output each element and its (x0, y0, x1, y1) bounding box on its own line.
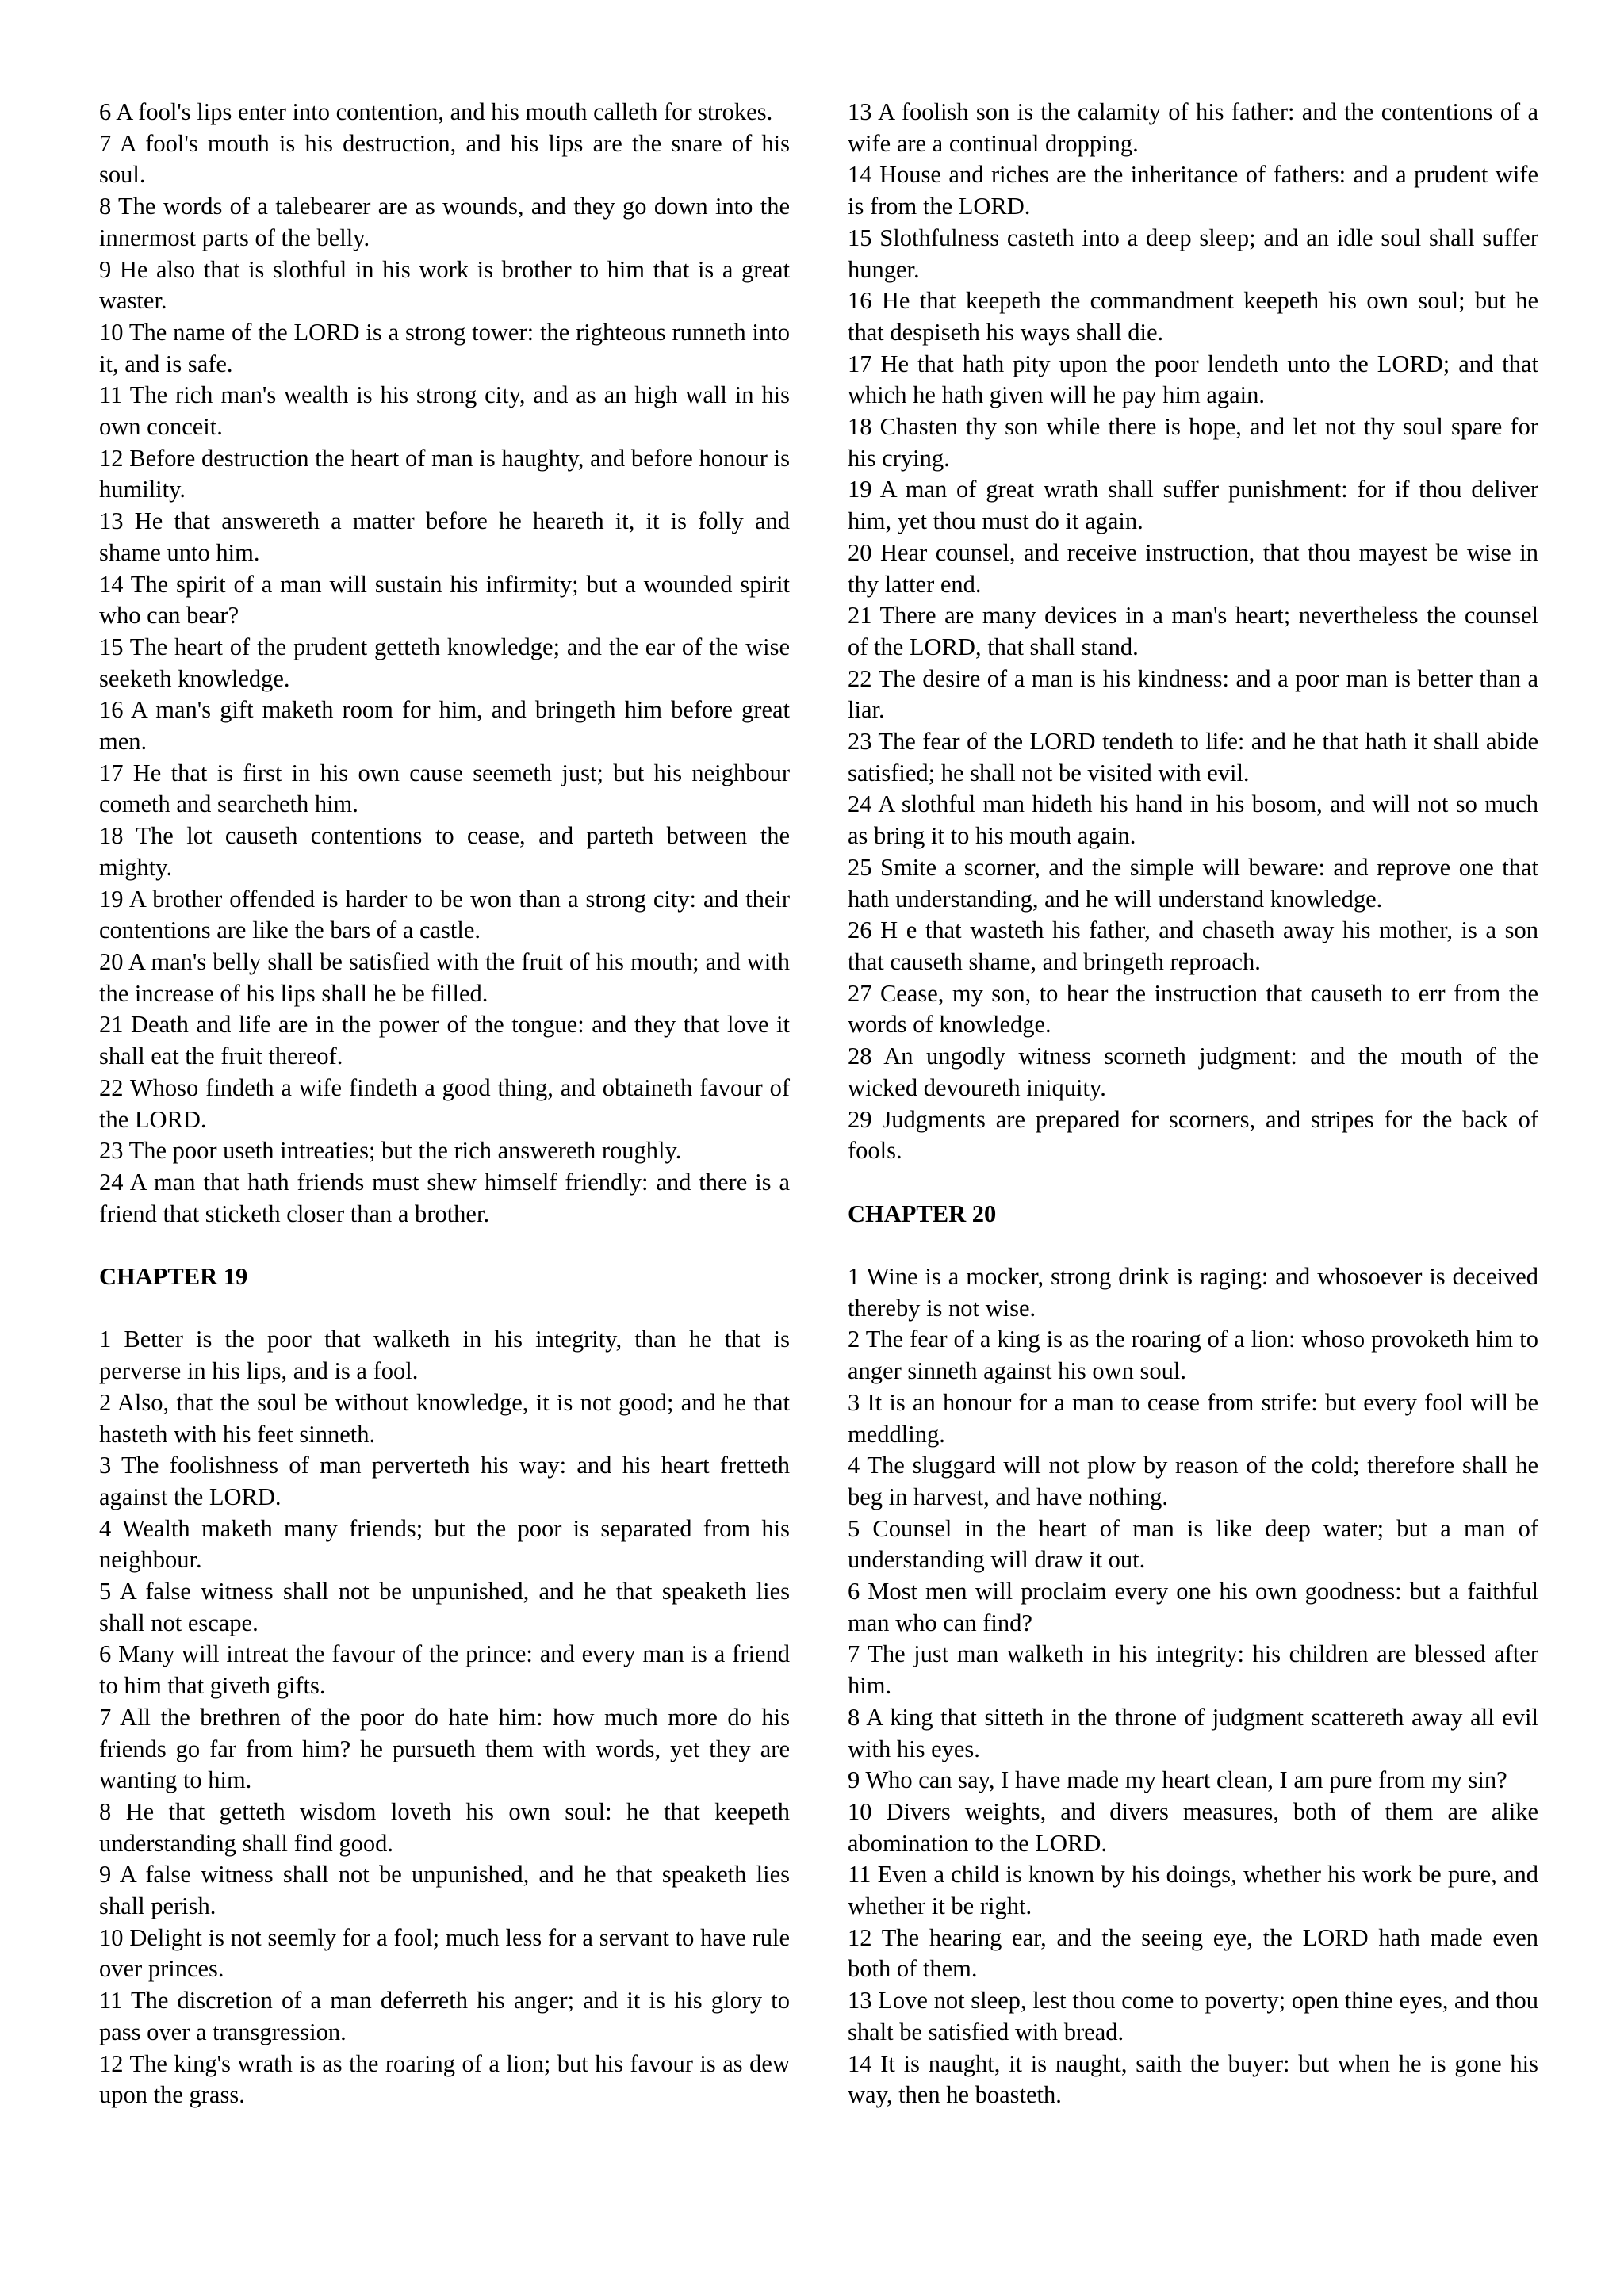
verse: 6 A fool's lips enter into contention, and his mouth calleth for strokes. (99, 98, 773, 125)
verse: 12 The king's wrath is as the roaring of a lion; but his favour is as dew upon the grass. (99, 2049, 790, 2109)
verse: 3 The foolishness of man perverteth his way: and his heart fretteth against the LORD. (99, 1452, 790, 1510)
verse: 11 The discretion of a man deferreth his anger; and it is his glory to pass over a transgression. (99, 1987, 790, 2045)
verse: 1 Better is the poor that walketh in his integrity, than he that is perverse in his lips, and is a fool. (99, 1326, 790, 1385)
verse: 21 There are many devices in a man's heart; nevertheless the counsel of the LORD, that shall stand. (848, 602, 1538, 660)
verse: 2 The fear of a king is as the roaring of a lion: whoso provoketh him to anger sinneth against his own soul. (848, 1326, 1538, 1385)
verse: 8 The words of a talebearer are as wounds, and they go down into the innermost parts of the belly. (99, 193, 790, 251)
left-column (99, 97, 790, 2111)
verse: 14 House and riches are the inheritance of fathers: and a prudent wife is from the LORD. (848, 161, 1538, 220)
verse: 19 A man of great wrath shall suffer punishment: for if thou deliver him, yet thou must do it again. (848, 476, 1538, 535)
verse: 18 The lot causeth contentions to cease, and parteth between the mighty. (99, 822, 790, 881)
verse: 25 Smite a scorner, and the simple will beware: and reprove one that hath understanding, and he will understand knowledge. (848, 853, 1538, 913)
verse: 5 Counsel in the heart of man is like deep water; but a man of understanding will draw it out. (848, 1514, 1538, 1574)
verse: 3 It is an honour for a man to cease from strife: but every fool will be meddling. (848, 1388, 1538, 1448)
verse: 7 All the brethren of the poor do hate him: how much more do his friends go far from him? he pursueth them with words, yet they are wanting to him. (99, 1703, 790, 1794)
verse: 6 Many will intreat the favour of the prince: and every man is a friend to him that giveth gifts. (99, 1640, 790, 1700)
verse: 14 The spirit of a man will sustain his infirmity; but a wounded spirit who can bear? (99, 570, 790, 629)
verse: 27 Cease, my son, to hear the instruction that causeth to err from the words of knowledge. (848, 979, 1538, 1039)
verse: 7 The just man walketh in his integrity: his children are blessed after him. (848, 1640, 1538, 1700)
section-spacer (99, 1230, 790, 1261)
verse: 13 A foolish son is the calamity of his father: and the contentions of a wife are a continual dropping. (848, 98, 1538, 157)
chapter-heading: CHAPTER 20 (848, 1200, 997, 1227)
verse: 16 A man's gift maketh room for him, and bringeth him before great men. (99, 696, 790, 756)
verse: 17 He that hath pity upon the poor lendeth unto the LORD; and that which he hath given will he pay him again. (848, 350, 1538, 409)
verse: 1 Wine is a mocker, strong drink is raging: and whosoever is deceived thereby is not wise. (848, 1262, 1538, 1322)
verse: 13 He that answereth a matter before he heareth it, it is folly and shame unto him. (99, 507, 790, 566)
verse: 19 A brother offended is harder to be won than a strong city: and their contentions are like the bars of a castle. (99, 885, 790, 944)
verse: 15 Slothfulness casteth into a deep sleep; and an idle soul shall suffer hunger. (848, 224, 1538, 283)
verse: 29 Judgments are prepared for scorners, and stripes for the back of fools. (848, 1105, 1538, 1165)
verse: 11 Even a child is known by his doings, whether his work be pure, and whether it be right. (848, 1861, 1538, 1920)
verse: 20 Hear counsel, and receive instruction, that thou mayest be wise in thy latter end. (848, 538, 1538, 598)
verse: 4 Wealth maketh many friends; but the poor is separated from his neighbour. (99, 1514, 790, 1574)
verse: 21 Death and life are in the power of the tongue: and they that love it shall eat the fruit thereof. (99, 1011, 790, 1070)
verse: 22 The desire of a man is his kindness: and a poor man is better than a liar. (848, 664, 1538, 724)
verse: 14 It is naught, it is naught, saith the buyer: but when he is gone his way, then he boasteth. (848, 2049, 1538, 2109)
verse: 6 Most men will proclaim every one his own goodness: but a faithful man who can find? (848, 1578, 1538, 1636)
verse: 8 A king that sitteth in the throne of judgment scattereth away all evil with his eyes. (848, 1703, 1538, 1762)
verse: 15 The heart of the prudent getteth knowledge; and the ear of the wise seeketh knowledge. (99, 633, 790, 692)
verse: 17 He that is first in his own cause seemeth just; but his neighbour cometh and searcheth him. (99, 759, 790, 818)
section-spacer (848, 1230, 1538, 1261)
verse: 10 Delight is not seemly for a fool; much less for a servant to have rule over princes. (99, 1923, 790, 1983)
verse: 22 Whoso findeth a wife findeth a good thing, and obtaineth favour of the LORD. (99, 1073, 790, 1133)
verse: 4 The sluggard will not plow by reason of the cold; therefore shall he beg in harvest, and have nothing. (848, 1452, 1538, 1510)
verse: 12 Before destruction the heart of man is haughty, and before honour is humility. (99, 444, 790, 503)
verse: 24 A slothful man hideth his hand in his bosom, and will not so much as bring it to his mouth again. (848, 790, 1538, 850)
verse: 26 H e that wasteth his father, and chaseth away his mother, is a son that causeth shame, and bringeth reproach. (848, 916, 1538, 975)
verse: 23 The poor useth intreaties; but the rich answereth roughly. (99, 1137, 682, 1165)
verse: 20 A man's belly shall be satisfied with the fruit of his mouth; and with the increase of his lips shall he be filled. (99, 947, 790, 1007)
verse: 8 He that getteth wisdom loveth his own soul: he that keepeth understanding shall find good. (99, 1797, 790, 1857)
chapter-heading: CHAPTER 19 (99, 1263, 248, 1290)
right-column (848, 97, 1538, 2111)
verse: 10 The name of the LORD is a strong tower: the righteous runneth into it, and is safe. (99, 318, 790, 377)
verse: 9 He also that is slothful in his work is brother to him that is a great waster. (99, 255, 790, 315)
verse: 7 A fool's mouth is his destruction, and his lips are the snare of his soul. (99, 129, 790, 189)
verse: 5 A false witness shall not be unpunished, and he that speaketh lies shall not escape. (99, 1578, 790, 1636)
section-spacer (99, 1293, 790, 1325)
verse: 9 A false witness shall not be unpunished, and he that speaketh lies shall perish. (99, 1861, 790, 1920)
verse: 2 Also, that the soul be without knowledge, it is not good; and he that hasteth with his feet sinneth. (99, 1388, 790, 1448)
verse: 16 He that keepeth the commandment keepeth his own soul; but he that despiseth his ways shall die. (848, 287, 1538, 346)
section-spacer (848, 1167, 1538, 1199)
verse: 9 Who can say, I have made my heart clean, I am pure from my sin? (848, 1766, 1507, 1794)
verse: 12 The hearing ear, and the seeing eye, the LORD hath made even both of them. (848, 1923, 1538, 1983)
verse: 18 Chasten thy son while there is hope, and let not thy soul spare for his crying. (848, 413, 1538, 472)
verse: 28 An ungodly witness scorneth judgment: and the mouth of the wicked devoureth iniquity. (848, 1043, 1538, 1101)
verse: 24 A man that hath friends must shew himself friendly: and there is a friend that sticketh closer than a brother. (99, 1168, 790, 1227)
verse: 10 Divers weights, and divers measures, both of them are alike abomination to the LORD. (848, 1797, 1538, 1857)
verse: 13 Love not sleep, lest thou come to poverty; open thine eyes, and thou shalt be satisfied with bread. (848, 1987, 1538, 2045)
verse: 11 The rich man's wealth is his strong city, and as an high wall in his own conceit. (99, 381, 790, 441)
verse: 23 The fear of the LORD tendeth to life: and he that hath it shall abide satisfied; he shall not be visited with evil. (848, 728, 1538, 786)
